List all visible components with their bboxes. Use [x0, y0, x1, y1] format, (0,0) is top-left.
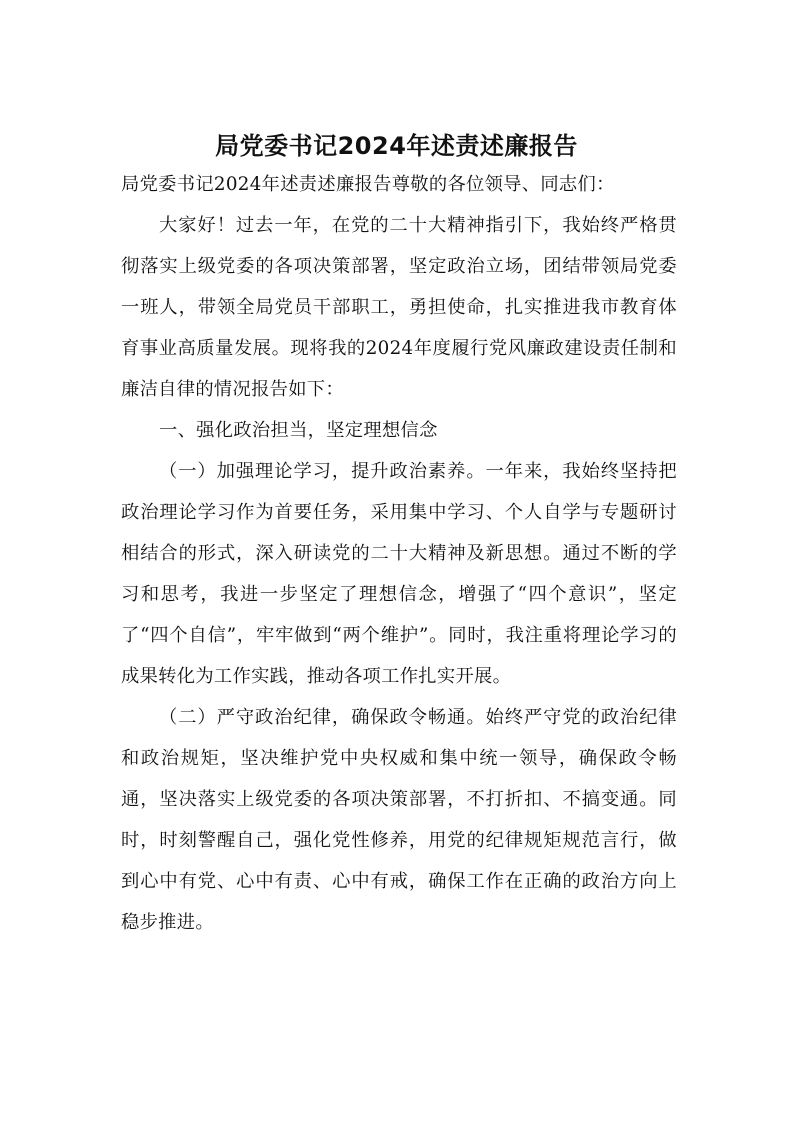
section-heading: 一、强化政治担当，坚定理想信念 [159, 420, 438, 441]
document-title: 局党委书记2024年述责述廉报告 [215, 132, 578, 160]
salutation-paragraph: 局党委书记2024年述责述廉报告尊敬的各位领导、同志们： [121, 174, 615, 195]
intro-paragraph: 大家好！过去一年，在党的二十大精神指引下，我始终严格贯彻落实上级党委的各项决策部署，坚定政治立场，团结带领局党委一班人，带领全局党员干部职工，勇担使命，扎实推进我市教育体育事业高质量发展。现将我的2024年度履行党风廉政建设责任制和廉洁自律的情况报告如下： [121, 215, 677, 400]
body-paragraph: （二）严守政治纪律，确保政令畅通。始终严守党的政治纪律和政治规矩，坚决维护党中央权威和集中统一领导，确保政令畅通，坚决落实上级党委的各项决策部署，不打折扣、不搞变通。同时，时刻警醒自己，强化党性修养，用党的纪律规矩规范言行，做到心中有党、心中有责、心中有戒，确保工作在正确的政治方向上稳步推进。 [121, 707, 677, 933]
body-paragraph: （一）加强理论学习，提升政治素养。一年来，我始终坚持把政治理论学习作为首要任务，采用集中学习、个人自学与专题研讨相结合的形式，深入研读党的二十大精神及新思想。通过不断的学习和思考，我进一步坚定了理想信念，增强了“四个意识”，坚定了“四个自信”，牢牢做到“两个维护”。同时，我注重将理论学习的成果转化为工作实践，推动各项工作扎实开展。 [121, 461, 677, 687]
document-body [121, 164, 677, 943]
